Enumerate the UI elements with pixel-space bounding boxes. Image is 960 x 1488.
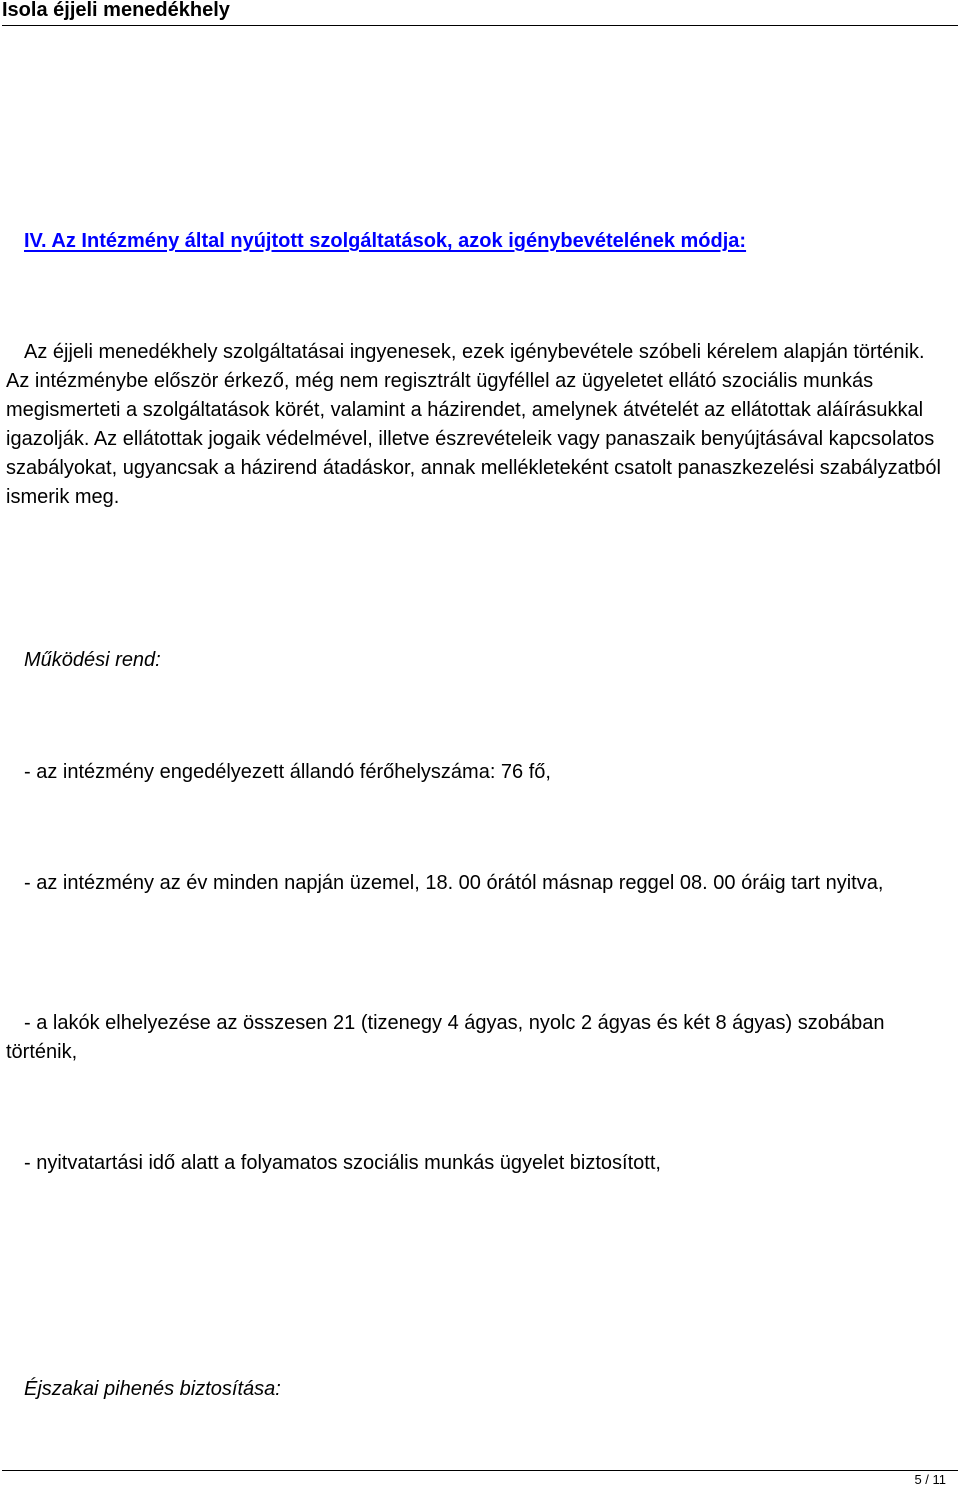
night-rest-heading: Éjszakai pihenés biztosítása: — [24, 1378, 281, 1400]
page-number: 5 / 11 — [914, 1472, 946, 1487]
document-title: Isola éjjeli menedékhely — [2, 0, 230, 21]
intro-paragraph: Az éjjeli menedékhely szolgáltatásai ingyenesek, ezek igénybevétele szóbeli kérelem alapján történik. Az intézménybe először érkező, még nem regisztrált ügyféllel az ügyeletet ellátó szociális munkás megismerteti a szolgáltatások körét, valamint a házirendet, amelynek átvételét az ellátottak aláírásukkal igazolják. Az ellátottak jogaik védelmével, illetve észrevételeik vagy panaszaik benyújtásával kapcsolatos szabályokat, ugyancsak a házirend átadáskor, annak mellékleteként csatolt panaszkezelési szabályzatból ismerik meg. — [6, 341, 941, 508]
operation-item-capacity: - az intézmény engedélyezett állandó férőhelyszáma: 76 fő, — [24, 761, 551, 783]
section-heading-link[interactable]: IV. Az Intézmény által nyújtott szolgáltatások, azok igénybevételének módja: — [24, 230, 747, 252]
footer-divider — [2, 1470, 958, 1471]
header-divider — [2, 25, 958, 26]
operation-item-social-worker: - nyitvatartási idő alatt a folyamatos szociális munkás ügyelet biztosított, — [24, 1152, 661, 1174]
operation-item-rooms: - a lakók elhelyezése az összesen 21 (tizenegy 4 ágyas, nyolc 2 ágyas és két 8 ágyas) szobában történik, — [6, 1012, 885, 1063]
operation-item-opening-hours: - az intézmény az év minden napján üzemel, 18. 00 órától másnap reggel 08. 00 óráig tart nyitva, — [24, 872, 884, 894]
operation-heading: Működési rend: — [24, 649, 161, 671]
